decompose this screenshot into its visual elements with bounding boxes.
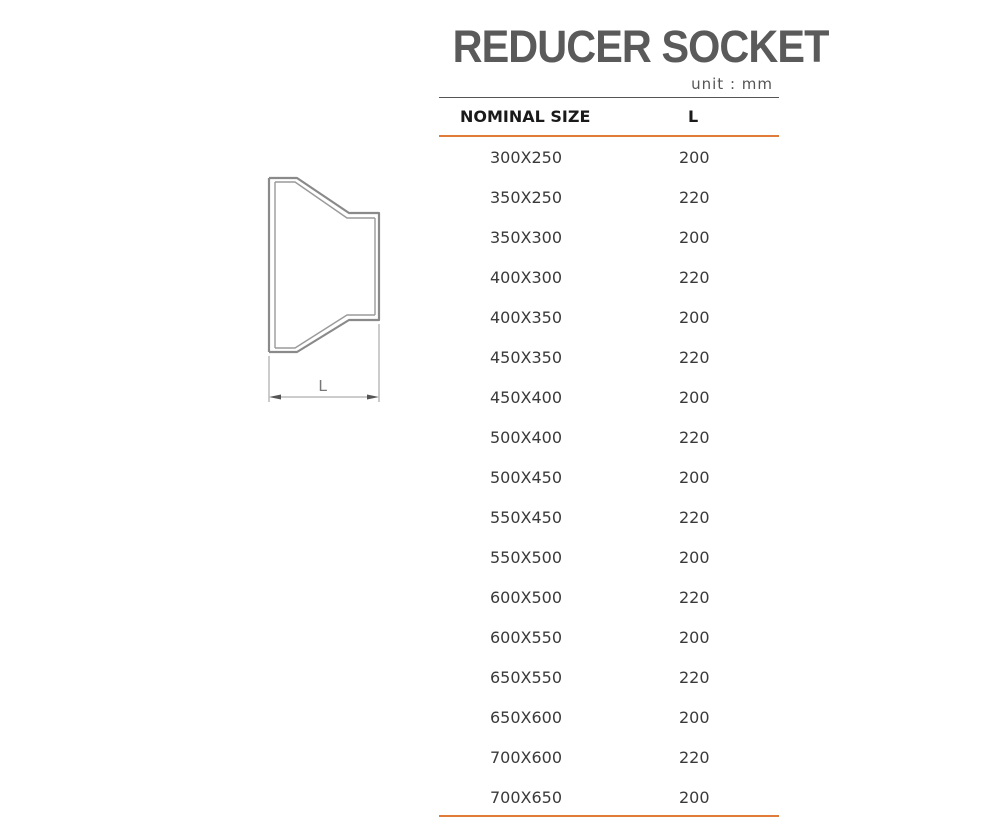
cell-nominal-size: 400X350 [490,308,563,327]
table-row [439,467,779,507]
table-row [439,347,779,387]
table-row [439,227,779,267]
cell-l: 200 [679,308,710,327]
cell-l: 200 [679,468,710,487]
dimension-label: L [318,378,328,395]
top-divider [439,97,779,98]
cell-l: 200 [679,628,710,647]
cell-nominal-size: 550X500 [490,548,563,567]
cell-l: 200 [679,708,710,727]
cell-l: 220 [679,428,710,447]
cell-l: 220 [679,588,710,607]
header-divider [439,135,779,137]
cell-nominal-size: 400X300 [490,268,563,287]
table-row [439,387,779,427]
product-title: REDUCER SOCKET [452,21,829,72]
table-row [439,267,779,307]
cell-l: 200 [679,148,710,167]
table-row [439,147,779,187]
cell-nominal-size: 650X550 [490,668,563,687]
cell-nominal-size: 500X400 [490,428,563,447]
cell-l: 220 [679,748,710,767]
table-row [439,667,779,707]
cell-l: 220 [679,668,710,687]
outer-contour [269,178,379,352]
table-row [439,787,779,827]
cell-nominal-size: 350X300 [490,228,563,247]
cell-l: 220 [679,348,710,367]
table-row [439,307,779,347]
table-row [439,587,779,627]
cell-l: 220 [679,268,710,287]
cell-l: 220 [679,188,710,207]
cell-nominal-size: 450X400 [490,388,563,407]
table-row [439,547,779,587]
header-l: L [688,107,699,126]
header-nominal-size: NOMINAL SIZE [460,107,591,126]
cell-nominal-size: 600X550 [490,628,563,647]
reducer-socket-drawing [255,170,395,410]
cell-nominal-size: 500X450 [490,468,563,487]
cell-nominal-size: 350X250 [490,188,563,207]
cell-l: 220 [679,508,710,527]
reducer-socket-diagram [255,170,395,410]
cell-l: 200 [679,388,710,407]
table-row [439,707,779,747]
table-body [439,147,779,827]
right-arrowhead [367,395,379,400]
cell-l: 200 [679,228,710,247]
table-row [439,187,779,227]
table-row [439,627,779,667]
table-row [439,747,779,787]
cell-nominal-size: 600X500 [490,588,563,607]
cell-l: 200 [679,548,710,567]
cell-nominal-size: 700X600 [490,748,563,767]
cell-nominal-size: 300X250 [490,148,563,167]
cell-nominal-size: 700X650 [490,788,563,807]
table-header [439,106,779,128]
table-row [439,507,779,547]
table-row [439,427,779,467]
cell-l: 200 [679,788,710,807]
cell-nominal-size: 650X600 [490,708,563,727]
cell-nominal-size: 550X450 [490,508,563,527]
left-arrowhead [269,395,281,400]
bottom-divider [439,815,779,817]
cell-nominal-size: 450X350 [490,348,563,367]
unit-label: unit : mm [691,75,773,93]
